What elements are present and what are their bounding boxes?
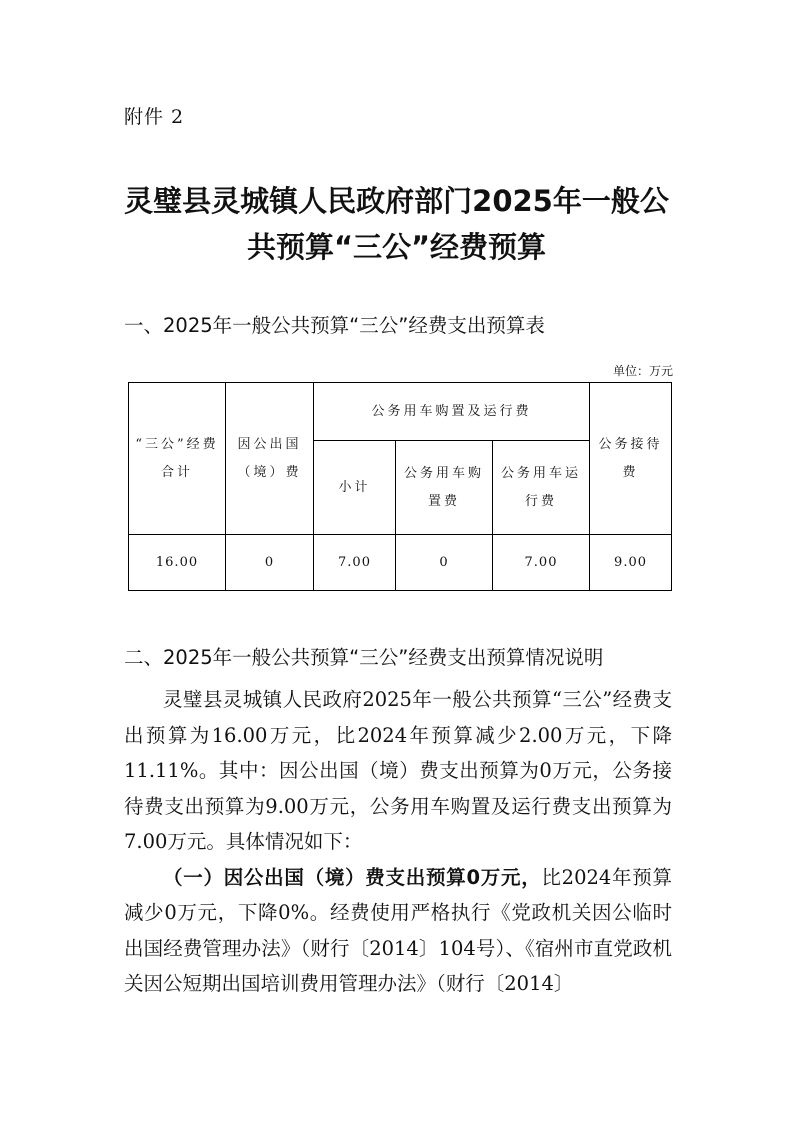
header-abroad: 因公出国（境）费 xyxy=(226,383,314,535)
value-vehicle-operation: 7.00 xyxy=(493,535,590,591)
value-reception: 9.00 xyxy=(590,535,672,591)
header-vehicle-group: 公务用车购置及运行费 xyxy=(314,383,590,441)
value-vehicle-subtotal: 7.00 xyxy=(314,535,396,591)
header-vehicle-purchase: 公务用车购置费 xyxy=(396,441,493,535)
budget-table xyxy=(128,382,672,591)
paragraph-1: 灵璧县灵城镇人民政府2025年一般公共预算“三公”经费支出预算为16.00万元，比2024年预算减少2.00万元，下降11.11%。其中：因公出国（境）费支出预算为0万元，公务接待费支出预算为9.00万元，公务用车购置及运行费支出预算为7.00万元。具体情况如下： xyxy=(124,688,672,853)
section-2-heading: 二、2025年一般公共预算“三公”经费支出预算情况说明 xyxy=(124,646,604,669)
table-unit: 单位：万元 xyxy=(612,364,673,378)
paragraph-2 xyxy=(124,860,672,1002)
title-line-2: 共预算“三公”经费预算 xyxy=(246,230,547,264)
document-title xyxy=(0,178,793,270)
value-total: 16.00 xyxy=(129,535,226,591)
paragraph-2-body: 比2024年预算减少0万元，下降0%。经费使用严格执行《党政机关因公临时出国经费管理办法》（财行〔2014〕104号）、《宿州市直党政机关因公短期出国培训费用管理办法》（财行〔2014〕 xyxy=(124,865,672,995)
value-vehicle-purchase: 0 xyxy=(396,535,493,591)
header-vehicle-subtotal: 小计 xyxy=(314,441,396,535)
header-reception: 公务接待费 xyxy=(590,383,672,535)
header-vehicle-operation: 公务用车运行费 xyxy=(493,441,590,535)
header-total: “三公”经费合计 xyxy=(129,383,226,535)
body-text xyxy=(124,682,672,1002)
value-abroad: 0 xyxy=(226,535,314,591)
attachment-label: 附件 2 xyxy=(124,106,185,128)
section-1-heading: 一、2025年一般公共预算“三公”经费支出预算表 xyxy=(124,314,545,337)
title-line-1: 灵璧县灵城镇人民政府部门2025年一般公 xyxy=(124,184,669,218)
paragraph-2-lead: （一）因公出国（境）费支出预算0万元， xyxy=(163,865,542,889)
